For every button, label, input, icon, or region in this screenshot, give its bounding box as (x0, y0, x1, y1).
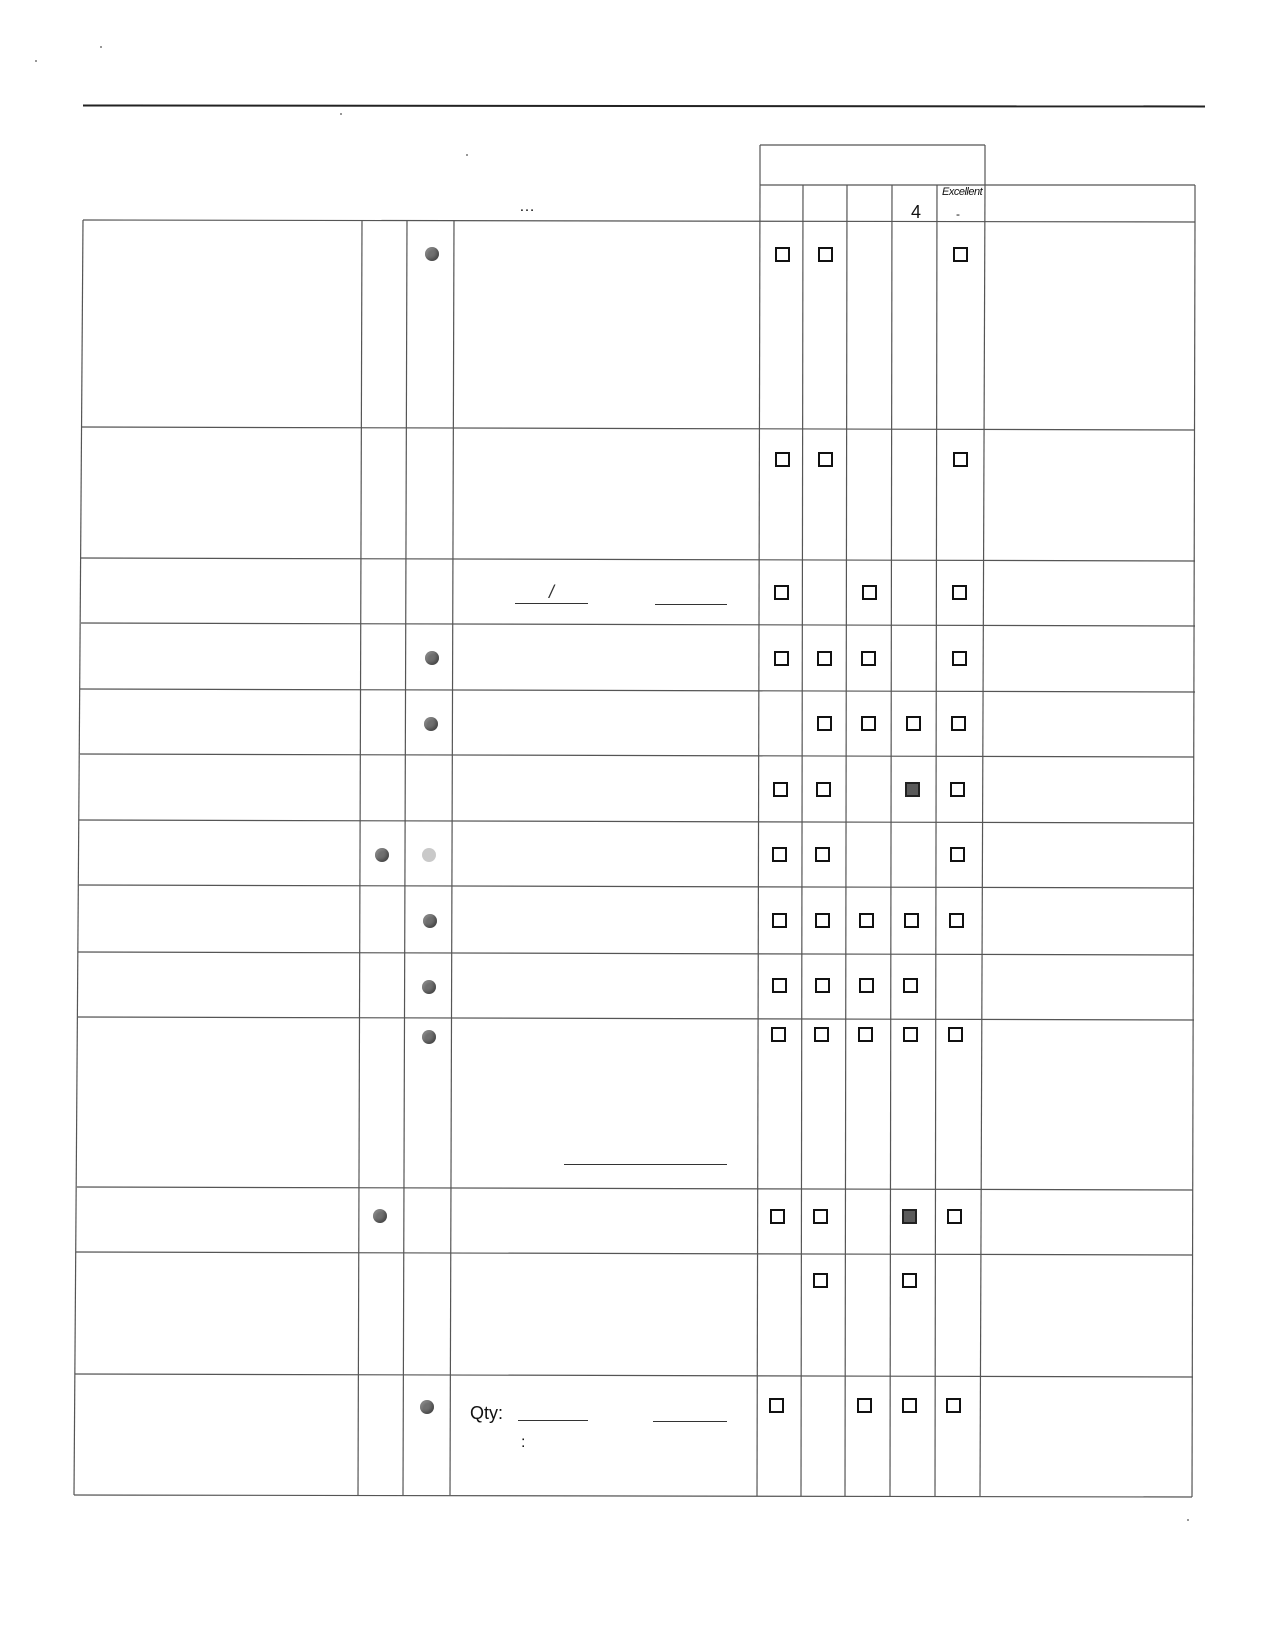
row5-rating5-checkbox[interactable] (951, 716, 966, 731)
row4-rating3-checkbox[interactable] (861, 651, 876, 666)
row8-check-b-mark[interactable] (423, 914, 437, 928)
row10-rating2-checkbox[interactable] (814, 1027, 829, 1042)
row5-rating4-checkbox[interactable] (906, 716, 921, 731)
row3-rating3-checkbox[interactable] (862, 585, 877, 600)
row11-check-a-mark[interactable] (373, 1209, 387, 1223)
scan-speck (466, 154, 468, 156)
row13-rating3-checkbox[interactable] (857, 1398, 872, 1413)
row7-rating2-checkbox[interactable] (815, 847, 830, 862)
row2-rating5-checkbox[interactable] (953, 452, 968, 467)
row6-rating2-checkbox[interactable] (816, 782, 831, 797)
row5-rating2-checkbox[interactable] (817, 716, 832, 731)
header-ellipsis: … (519, 198, 535, 215)
row13-rating4-checkbox[interactable] (902, 1398, 917, 1413)
row7-rating5-checkbox[interactable] (950, 847, 965, 862)
row13-rating1-checkbox[interactable] (769, 1398, 784, 1413)
row13-second-blank[interactable] (653, 1421, 727, 1422)
row1-check-b-mark[interactable] (425, 247, 439, 261)
row11-rating1-checkbox[interactable] (770, 1209, 785, 1224)
row3-blank-1[interactable] (515, 603, 588, 604)
row13-colon: : (521, 1434, 526, 1451)
row3-slash-mark: / (549, 582, 555, 602)
row12-rating2-checkbox[interactable] (813, 1273, 828, 1288)
header-rule (83, 105, 1205, 108)
row4-rating2-checkbox[interactable] (817, 651, 832, 666)
row8-rating2-checkbox[interactable] (815, 913, 830, 928)
row10-rating4-checkbox[interactable] (903, 1027, 918, 1042)
row2-rating1-checkbox[interactable] (775, 452, 790, 467)
row11-rating2-checkbox[interactable] (813, 1209, 828, 1224)
rating-excellent-label: Excellent (942, 186, 983, 198)
row11-rating4-checkbox[interactable] (902, 1209, 917, 1224)
row10-rating3-checkbox[interactable] (858, 1027, 873, 1042)
row7-check-a-mark[interactable] (375, 848, 389, 862)
row13-qty-label: Qty: (470, 1403, 504, 1423)
row10-rating1-checkbox[interactable] (771, 1027, 786, 1042)
row3-blank-2[interactable] (655, 604, 727, 605)
row6-rating1-checkbox[interactable] (773, 782, 788, 797)
row2-rating2-checkbox[interactable] (818, 452, 833, 467)
row9-rating1-checkbox[interactable] (772, 978, 787, 993)
row11-rating5-checkbox[interactable] (947, 1209, 962, 1224)
row9-rating4-checkbox[interactable] (903, 978, 918, 993)
row10-check-b-mark[interactable] (422, 1030, 436, 1044)
row13-qty-blank[interactable] (518, 1420, 588, 1421)
row8-rating3-checkbox[interactable] (859, 913, 874, 928)
row9-check-b-mark[interactable] (422, 980, 436, 994)
row10-rating5-checkbox[interactable] (948, 1027, 963, 1042)
row4-rating5-checkbox[interactable] (952, 651, 967, 666)
row5-rating3-checkbox[interactable] (861, 716, 876, 731)
row13-rating5-checkbox[interactable] (946, 1398, 961, 1413)
row13-check-b-mark[interactable] (420, 1400, 434, 1414)
row1-rating2-checkbox[interactable] (818, 247, 833, 262)
row3-rating5-checkbox[interactable] (952, 585, 967, 600)
scan-speck (35, 60, 37, 62)
row6-rating5-checkbox[interactable] (950, 782, 965, 797)
row1-rating5-checkbox[interactable] (953, 247, 968, 262)
rating-col5-dash: - (956, 207, 960, 221)
row9-rating3-checkbox[interactable] (859, 978, 874, 993)
scan-speck (1187, 1519, 1189, 1521)
row9-rating2-checkbox[interactable] (815, 978, 830, 993)
row7-check-b-faint-mark[interactable] (422, 848, 436, 862)
row8-rating5-checkbox[interactable] (949, 913, 964, 928)
row1-rating1-checkbox[interactable] (775, 247, 790, 262)
row3-rating1-checkbox[interactable] (774, 585, 789, 600)
row7-rating1-checkbox[interactable] (772, 847, 787, 862)
row8-rating1-checkbox[interactable] (772, 913, 787, 928)
rating-col4-number: 4 (911, 202, 922, 222)
row4-rating1-checkbox[interactable] (774, 651, 789, 666)
row10-blank[interactable] (564, 1164, 727, 1165)
row12-rating4-checkbox[interactable] (902, 1273, 917, 1288)
row5-check-b-mark[interactable] (424, 717, 438, 731)
row8-rating4-checkbox[interactable] (904, 913, 919, 928)
row4-check-b-mark[interactable] (425, 651, 439, 665)
scan-speck (340, 113, 342, 115)
scan-speck (100, 46, 102, 48)
row6-rating4-checkbox[interactable] (905, 782, 920, 797)
